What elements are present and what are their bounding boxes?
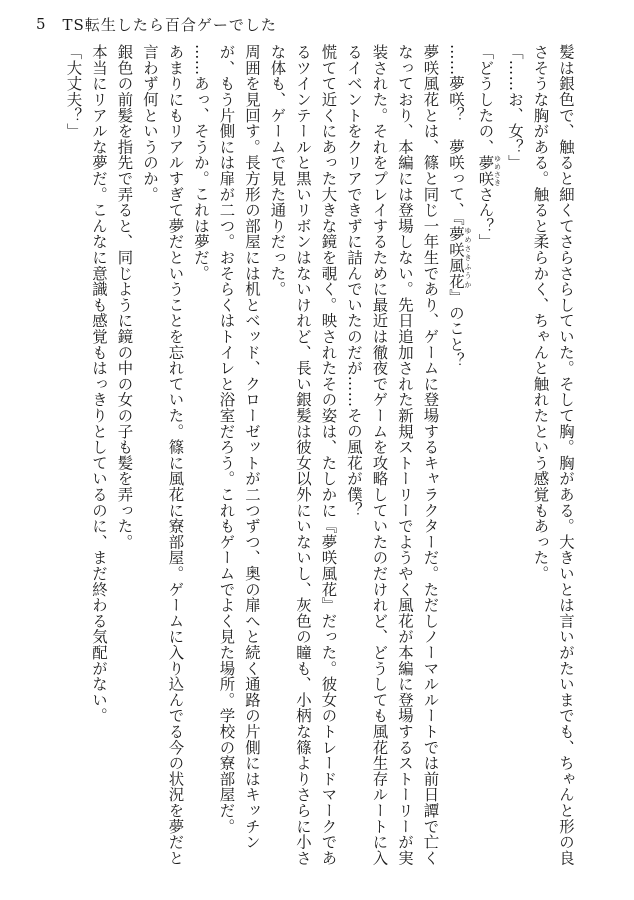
paragraph: ……あっ、そうか。これは夢だ。 (192, 44, 210, 281)
ruby-base: 夢咲風花 (447, 225, 465, 290)
running-head (36, 10, 277, 38)
paragraph-text: 「どうしたの、 (476, 44, 495, 155)
paragraph: 周囲を見回す。長方形の部屋には机とベッド、クローゼットが二つずつ、奥の扉へと続く通路の片側にはキッチンが、もう片側には扉が二つ。おそらくはトイレと浴室だろう。これもゲームでよく見た場所。学校の寮部屋だ。 (217, 44, 261, 850)
paragraph: 髪は銀色で、触ると細くてさらさらしていた。そして胸。胸がある。大きいとは言いがたいまでも、ちゃんと形の良さそうな胸がある。触ると柔らかく、ちゃんと触れたという感覚もあった。 (531, 44, 575, 866)
paragraph: 「……お、女？」 (506, 44, 524, 171)
ruby-reading: ゆめさき (493, 154, 502, 187)
ruby-fuuka (447, 225, 472, 290)
vertical-text-body (38, 44, 578, 879)
paragraph: 夢咲風花とは、篠と同じ一年生であり、ゲームに登場するキャラクターだ。ただしノーマルルートでは前日譚で亡くなっており、本編には登場しない。先日追加された新規ストーリーでようやく風花が本編に登場するストーリーが実装された。それをプレイするために最近は徹夜でゲームを攻略していたのだけれど、どうしても風花生存ルートに入るイベントをクリアできずに詰んでいたのだが……その風花が僕？ (345, 44, 440, 866)
paragraph-with-ruby (472, 44, 502, 879)
paragraph: あまりにもリアルすぎて夢だということを忘れていた。篠に風花に寮部屋。ゲームに入り込んでる今の状況を夢だと言わず何というのか。 (141, 44, 185, 866)
paragraph-text: ……夢咲？ 夢咲って、『 (447, 44, 465, 226)
paragraph-text: 』のこと？ (447, 289, 465, 369)
page-number: 5 (36, 15, 47, 33)
paragraph-text: さん？」 (476, 186, 495, 250)
ruby-reading: ゆめさきふうか (464, 225, 472, 290)
paragraph-with-ruby (443, 44, 473, 879)
ruby-base: 夢咲 (476, 154, 495, 187)
ruby-yumesaki (476, 154, 502, 187)
paragraph: 本当にリアルな夢だ。こんなに意識も感覚もはっきりとしているのに、まだ終わる気配がない。 (90, 44, 108, 724)
paragraph: 「大丈夫？」 (64, 44, 83, 139)
chapter-title: TS転生したら百合ゲーでした (62, 15, 277, 34)
paragraph: 銀色の前髪を指先で弄ると、同じように鏡の中の女の子も髪を弄った。 (115, 44, 134, 550)
paragraph: 慌てて近くにあった大きな鏡を覗く。映されたその姿は、たしかに『夢咲風花』だった。彼女のトレードマークであるツインテールと黒いリボンはないけれど、長い銀髪は彼女以外にいないし、灰色の瞳も、小柄な篠よりさらに小さな体も、ゲームで見た通りだった。 (268, 44, 338, 866)
